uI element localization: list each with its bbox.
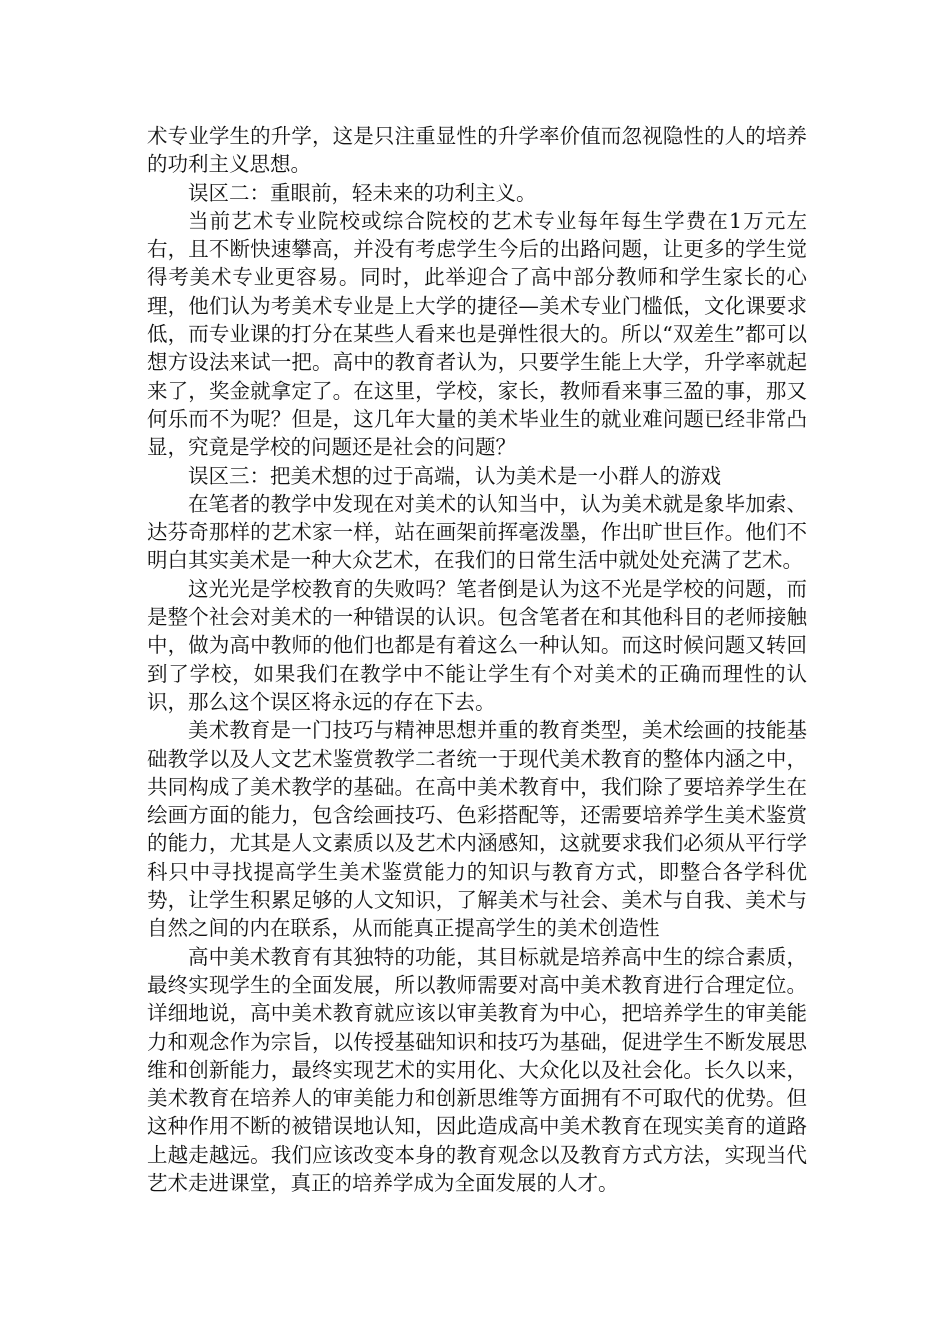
heading-misconception-two: 误区二：重眼前，轻未来的功利主义。 bbox=[188, 180, 537, 205]
heading-misconception-three: 误区三：把美术想的过于高端，认为美术是一小群人的游戏 bbox=[188, 463, 721, 488]
document-page bbox=[147, 122, 807, 1197]
paragraph-art-education-function: 高中美术教育有其独特的功能，其目标就是培养高中生的综合素质，最终实现学生的全面发展，所以教师需要对高中美术教育进行合理定位。详细地说，高中美术教育就应该以审美教育为中心，把培养学生的审美能力和观念作为宗旨，以传授基础知识和技巧为基础，促进学生不断发展思维和创新能力，最终实现艺术的实用化、大众化以及社会化。长久以来，美术教育在培养人的审美能力和创新思维等方面拥有不可取代的优势。但这种作用不断的被错误地认知，因此造成高中美术教育在现实美育的道路上越走越远。我们应该改变本身的教育观念以及教育方式方法，实现当代艺术走进课堂，真正的培养学成为全面发展的人才。 bbox=[147, 944, 807, 1195]
paragraph-art-education-type: 美术教育是一门技巧与精神思想并重的教育类型，美术绘画的技能基础教学以及人文艺术鉴赏教学二者统一于现代美术教育的整体内涵之中，共同构成了美术教学的基础。在高中美术教育中，我们除了要培养学生在绘画方面的能力，包含绘画技巧、色彩搭配等，还需要培养学生美术鉴赏的能力，尤其是人文素质以及艺术内涵感知，这就要求我们必须从平行学科只中寻找提高学生美术鉴赏能力的知识与教育方式，即整合各学科优势，让学生积累足够的人文知识，了解美术与社会、美术与自我、美术与自然之间的内在联系，从而能真正提高学生的美术创造性 bbox=[147, 718, 807, 941]
paragraph-school-failure: 这光光是学校教育的失败吗？笔者倒是认为这不光是学校的问题，而是整个社会对美术的一种错误的认识。包含笔者在和其他科目的老师接触中，做为高中教师的他们也都是有着这么一种认知。而这时候问题又转回到了学校，如果我们在教学中不能让学生有个对美术的正确而理性的认识，那么这个误区将永远的存在下去。 bbox=[147, 576, 807, 714]
paragraph-tuition: 当前艺术专业院校或综合院校的艺术专业每年每生学费在1万元左右，且不断快速攀高，并没有考虑学生今后的出路问题，让更多的学生觉得考美术专业更容易。同时，此举迎合了高中部分教师和学生家长的心理，他们认为考美术专业是上大学的捷径—美术专业门槛低，文化课要求低，而专业课的打分在某些人看来也是弹性很大的。所以“双差生”都可以想方设法来试一把。高中的教育者认为，只要学生能上大学，升学率就起来了，奖金就拿定了。在这里，学校，家长，教师看来事三盈的事，那又何乐而不为呢？但是，这几年大量的美术毕业生的就业难问题已经非常凸显，究竟是学校的问题还是社会的问题？ bbox=[147, 208, 807, 460]
paragraph-continuation: 术专业学生的升学，这是只注重显性的升学率价值而忽视隐性的人的培养的功利主义思想。 bbox=[147, 124, 807, 177]
paragraph-art-perception: 在笔者的教学中发现在对美术的认知当中，认为美术就是象毕加索、达芬奇那样的艺术家一样，站在画架前挥毫泼墨，作出旷世巨作。他们不明白其实美术是一种大众艺术，在我们的日常生活中就处处充满了艺术。 bbox=[147, 491, 807, 573]
